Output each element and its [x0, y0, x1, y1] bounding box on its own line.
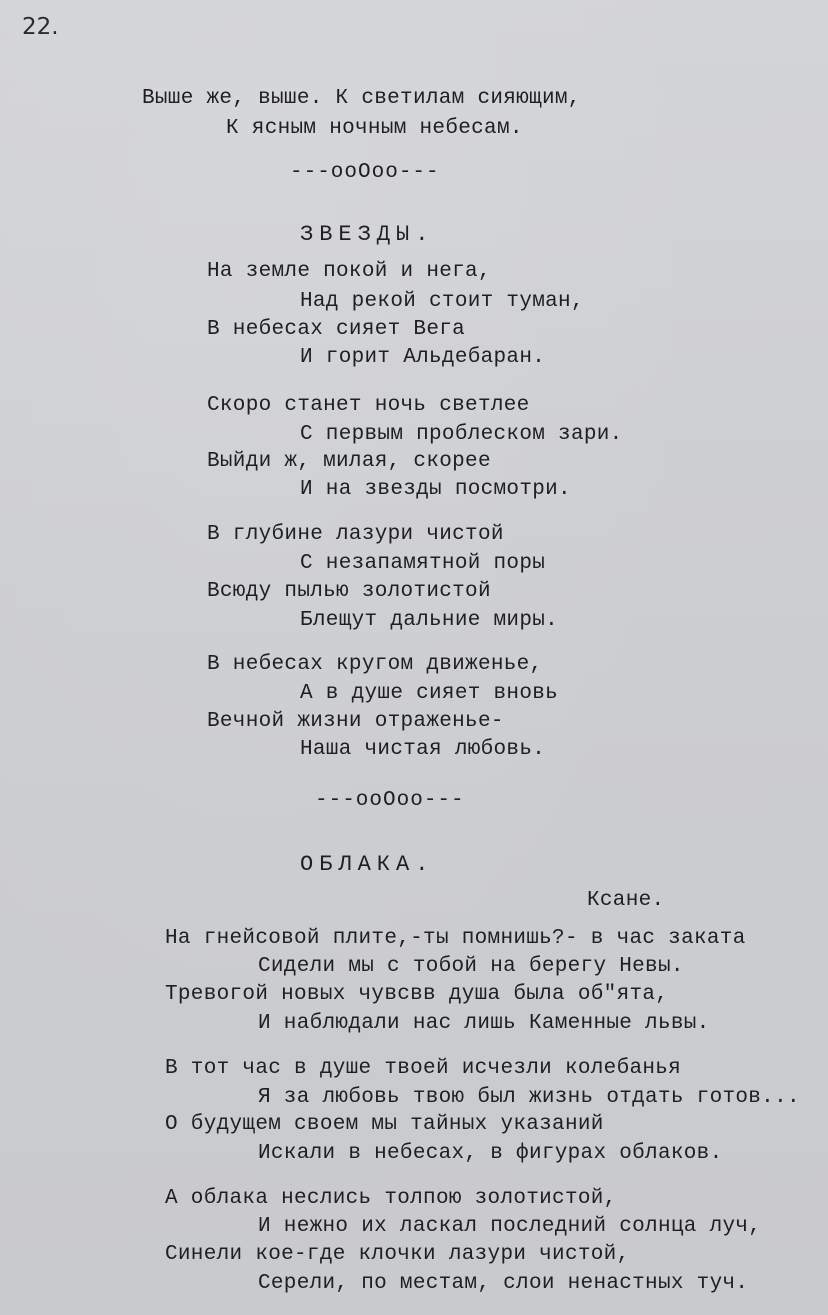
verse-line: А в душе сияет вновь	[300, 682, 559, 705]
verse-line: Синели кое-где клочки лазури чистой,	[165, 1243, 630, 1266]
page-number: 22.	[22, 14, 59, 40]
verse-line: Выйди ж, милая, скорее	[207, 450, 491, 473]
separator: ---ooOoo---	[290, 161, 440, 184]
verse-line: В тот час в душе твоей исчезли колебанья	[165, 1057, 682, 1080]
verse-line: Выше же, выше. К светилам сияющим,	[142, 87, 581, 110]
separator: ---ooOoo---	[315, 789, 465, 812]
verse-line: На земле покой и нега,	[207, 260, 491, 283]
verse-line: С незапамятной поры	[300, 552, 546, 575]
verse-line: В глубине лазури чистой	[207, 523, 504, 546]
verse-line: Вечной жизни отраженье-	[207, 710, 504, 733]
verse-line: И горит Альдебаран.	[300, 346, 546, 369]
verse-line: С первым проблеском зари.	[300, 423, 623, 446]
verse-line: Сидели мы с тобой на берегу Невы.	[258, 955, 684, 978]
poem-title: ЗВЕЗДЫ.	[300, 222, 435, 247]
verse-line: И наблюдали нас лишь Каменные львы.	[258, 1012, 710, 1035]
verse-line: Я за любовь твою был жизнь отдать готов...	[258, 1086, 800, 1109]
verse-line: Всюду пылью золотистой	[207, 580, 491, 603]
verse-line: В небесах сияет Вега	[207, 318, 466, 341]
verse-line: Искали в небесах, в фигурах облаков.	[258, 1142, 723, 1165]
verse-line: Тревогой новых чувсвв душа была об"ята,	[165, 983, 669, 1006]
verse-line: К ясным ночным небесам.	[226, 117, 523, 140]
dedication: Ксане.	[587, 889, 665, 912]
verse-line: И нежно их ласкал последний солнца луч,	[258, 1215, 762, 1238]
verse-line: Серели, по местам, слои ненастных туч.	[258, 1272, 749, 1295]
verse-line: О будущем своем мы тайных указаний	[165, 1113, 604, 1136]
verse-line: Над рекой стоит туман,	[300, 290, 584, 313]
verse-line: И на звезды посмотри.	[300, 478, 571, 501]
verse-line: В небесах кругом движенье,	[207, 653, 543, 676]
verse-line: А облака неслись толпою золотистой,	[165, 1187, 617, 1210]
poem-title: ОБЛАКА.	[300, 852, 435, 877]
verse-line: На гнейсовой плите,-ты помнишь?- в час заката	[165, 927, 746, 950]
verse-line: Скоро станет ночь светлее	[207, 394, 530, 417]
verse-line: Наша чистая любовь.	[300, 738, 546, 761]
verse-line: Блещут дальние миры.	[300, 609, 559, 632]
